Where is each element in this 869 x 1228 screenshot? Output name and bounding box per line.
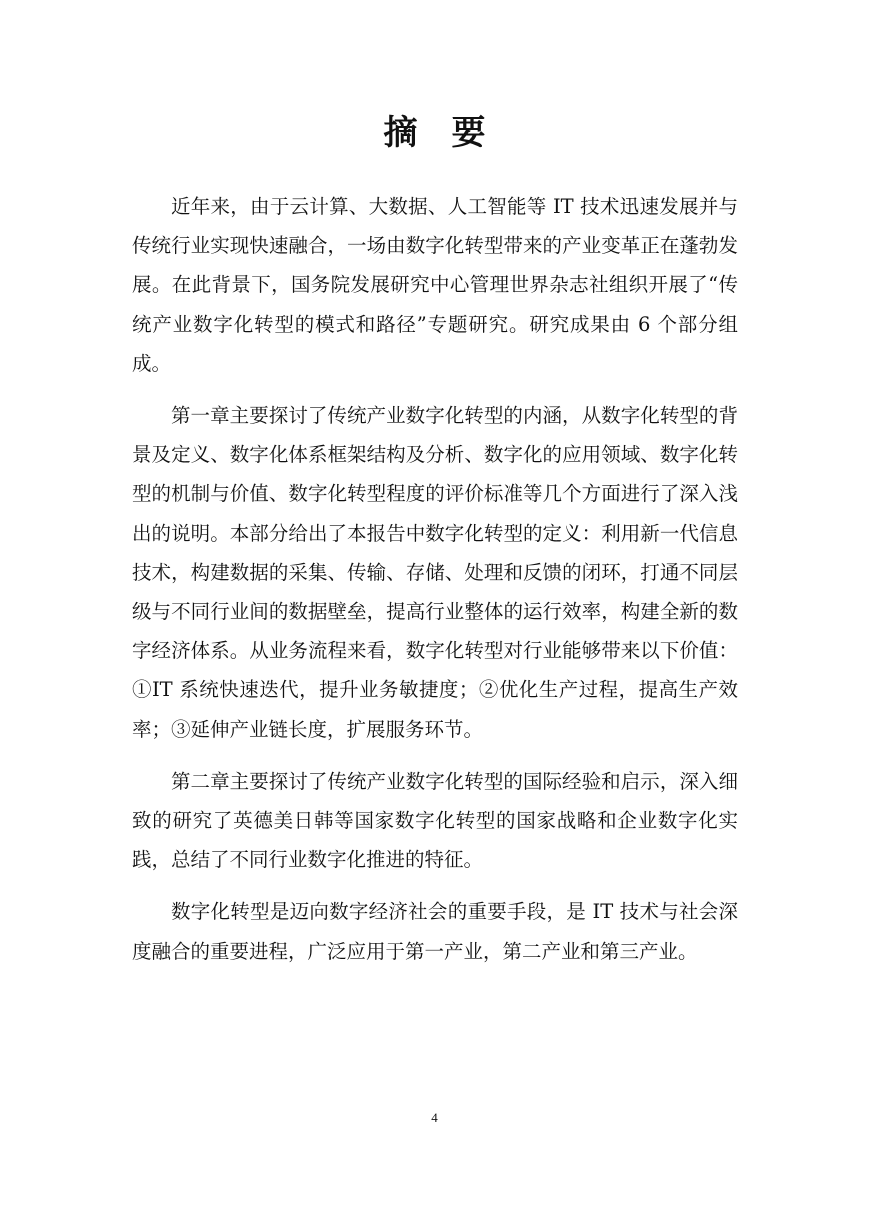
paragraph-intro: 近年来，由于云计算、大数据、人工智能等 IT 技术迅速发展并与传统行业实现快速融合，一场由数字化转型带来的产业变革正在蓬勃发展。在此背景下，国务院发展研究中心管理世界杂志社组织开展了“传统产业数字化转型的模式和路径”专题研究。研究成果由 6 个部分组成。	[132, 195, 738, 375]
paragraph-digital-transformation: 数字化转型是迈向数字经济社会的重要手段，是 IT 技术与社会深度融合的重要进程，广泛应用于第一产业，第二产业和第三产业。	[132, 900, 738, 963]
page-number: 4	[431, 1110, 438, 1125]
paragraph-chapter-2: 第二章主要探讨了传统产业数字化转型的国际经验和启示，深入细致的研究了英德美日韩等国家数字化转型的国家战略和企业数字化实践，总结了不同行业数字化推进的特征。	[132, 769, 738, 872]
paragraph-chapter-1: 第一章主要探讨了传统产业数字化转型的内涵，从数字化转型的背景及定义、数字化体系框架结构及分析、数字化的应用领域、数字化转型的机制与价值、数字化转型程度的评价标准等几个方面进行了深入浅出的说明。本部分给出了本报告中数字化转型的定义：利用新一代信息技术，构建数据的采集、传输、存储、处理和反馈的闭环，打通不同层级与不同行业间的数据壁垒，提高行业整体的运行效率，构建全新的数字经济体系。从业务流程来看，数字化转型对行业能够带来以下价值：①IT 系统快速迭代，提升业务敏捷度；②优化生产过程，提高生产效率；③延伸产业链长度，扩展服务环节。	[132, 404, 738, 741]
title-char-1: 摘	[383, 113, 418, 153]
title-char-2: 要	[451, 113, 486, 153]
abstract-body	[132, 187, 738, 984]
page-title	[0, 108, 869, 158]
